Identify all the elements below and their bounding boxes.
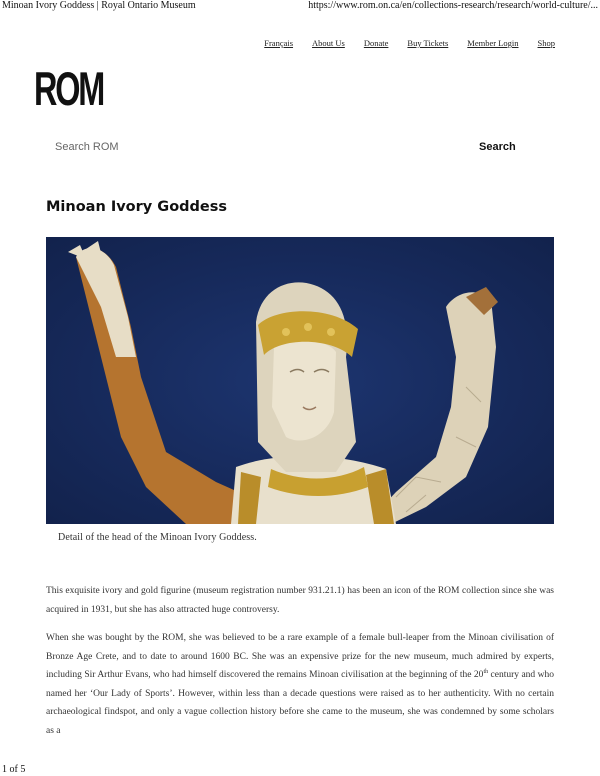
body-paragraph-1: This exquisite ivory and gold figurine (museum registration number 931.21.1) has been an icon of the ROM collection since she was acquired in 1931, but she has also attracted huge controversy. — [46, 586, 554, 615]
nav-link-member-login[interactable]: Member Login — [467, 38, 519, 48]
search-input[interactable]: Search ROM — [55, 141, 119, 153]
page-title: Minoan Ivory Goddess — [46, 199, 228, 215]
body-paragraph-2 — [46, 629, 554, 740]
body-paragraph-2-part-b: century and who named her ‘Our Lady of Sports’. However, within less than a decade questions were raised as to her authenticity. With no certain archaeological findspot, and only a vague collection history before she came to the museum, she was condemned by some scholars as a — [46, 670, 554, 736]
nav-link-about-us[interactable]: About Us — [312, 38, 345, 48]
hero-image-minoan-goddess — [46, 237, 554, 524]
nav-link-donate[interactable]: Donate — [363, 38, 389, 48]
body-paragraph-2-part-a: When she was bought by the ROM, she was believed to be a rare example of a female bull-leaper from the Minoan civilisation of Bronze Age Crete, and to date to around 1600 BC. She was an expensive prize for the new museum, much admired by experts, including Sir Arthur Evans, who had himself discovered the remains Minoan civilisation at the beginning of the 20 — [46, 633, 554, 680]
nav-link-buy-tickets[interactable]: Buy Tickets — [407, 38, 449, 48]
search-button[interactable]: Search — [479, 141, 516, 153]
print-page-title: Minoan Ivory Goddess | Royal Ontario Museum — [2, 0, 196, 11]
page-number: 1 of 5 — [2, 764, 26, 775]
print-header — [0, 0, 600, 14]
goddess-figurine-illustration — [46, 237, 554, 524]
nav-link-francais[interactable]: Français — [264, 38, 294, 48]
image-caption: Detail of the head of the Minoan Ivory Goddess. — [58, 532, 257, 543]
nav-link-shop[interactable]: Shop — [537, 38, 555, 48]
body-paragraph-2-superscript: th — [483, 668, 489, 675]
rom-logo[interactable]: ROM — [34, 61, 104, 116]
top-navigation — [264, 38, 555, 48]
print-page-url: https://www.rom.on.ca/en/collections-research/research/world-culture/... — [308, 0, 598, 11]
